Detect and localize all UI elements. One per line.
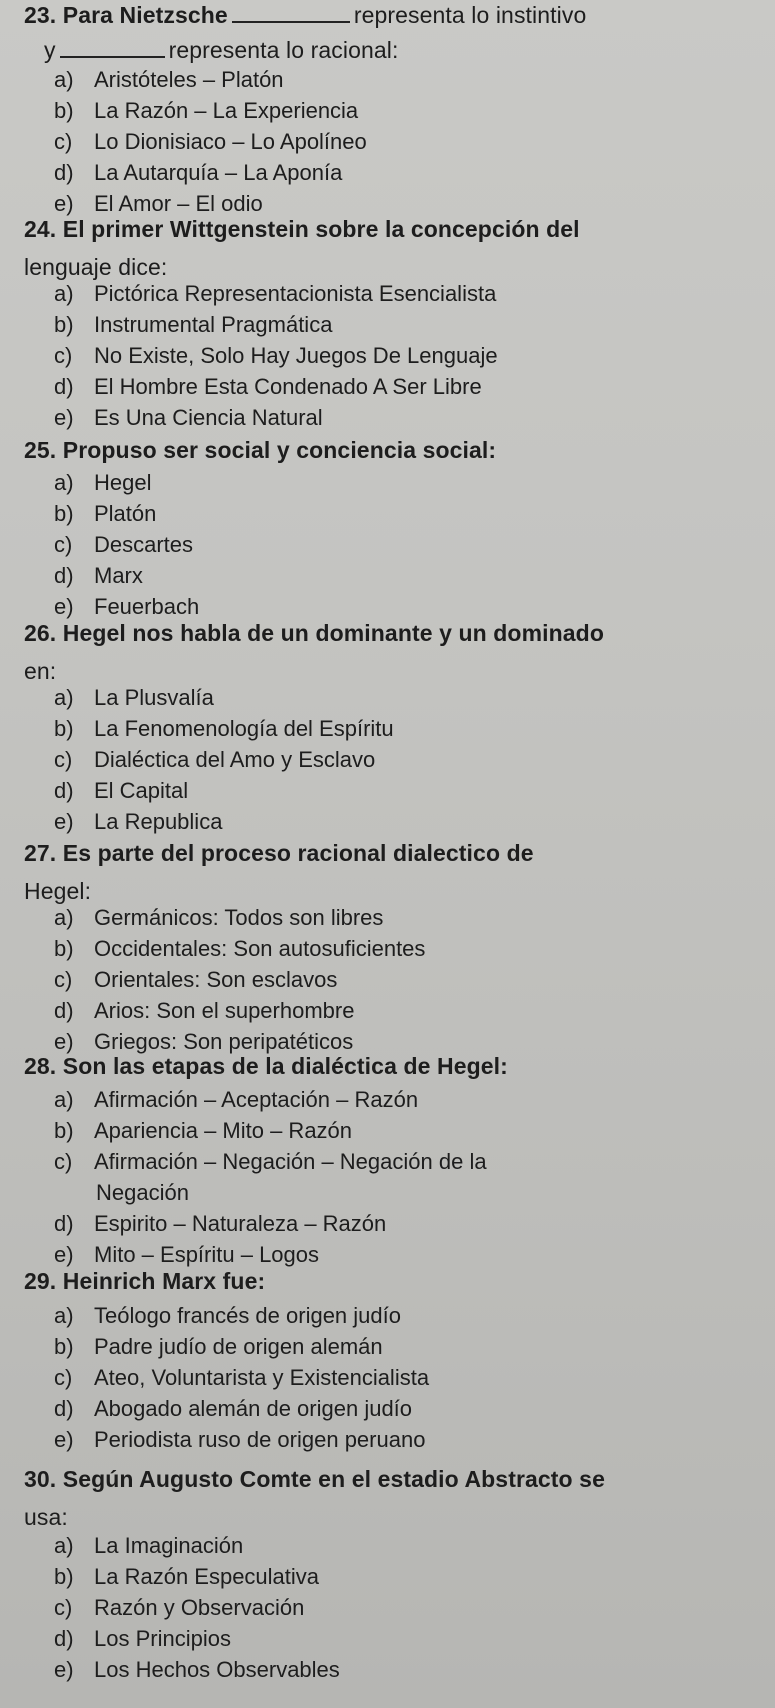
option-28-c[interactable] bbox=[54, 1146, 487, 1177]
question-29 bbox=[24, 1268, 265, 1295]
option-27-a[interactable] bbox=[54, 902, 425, 933]
option-text: Mito – Espíritu – Logos bbox=[94, 1242, 320, 1267]
option-letter: a) bbox=[54, 67, 74, 92]
option-text: Lo Dionisiaco – Lo Apolíneo bbox=[94, 129, 367, 154]
option-text: Periodista ruso de origen peruano bbox=[94, 1427, 426, 1452]
option-letter: d) bbox=[54, 998, 74, 1023]
option-text: Apariencia – Mito – Razón bbox=[94, 1118, 353, 1143]
option-28-a[interactable] bbox=[54, 1084, 487, 1115]
option-text: El Amor – El odio bbox=[94, 191, 263, 216]
option-letter: b) bbox=[54, 1564, 74, 1589]
question-24-cont: lenguaje dice: bbox=[24, 254, 168, 280]
option-30-b[interactable] bbox=[54, 1561, 340, 1592]
option-text: Instrumental Pragmática bbox=[94, 312, 333, 337]
question-23-line2-prefix: y bbox=[44, 37, 56, 63]
option-23-d[interactable] bbox=[54, 157, 367, 188]
option-text: La Imaginación bbox=[94, 1533, 244, 1558]
question-25-label: 25. Propuso ser social y conciencia social: bbox=[24, 437, 497, 463]
option-letter: c) bbox=[54, 747, 73, 772]
option-text: La Razón – La Experiencia bbox=[94, 98, 359, 123]
option-24-c[interactable] bbox=[54, 340, 498, 371]
option-30-c[interactable] bbox=[54, 1592, 340, 1623]
option-28-c-cont bbox=[54, 1177, 487, 1208]
option-letter: a) bbox=[54, 1087, 74, 1112]
option-letter: d) bbox=[54, 374, 74, 399]
option-text: El Capital bbox=[94, 778, 189, 803]
question-27 bbox=[24, 840, 534, 905]
option-text: Hegel bbox=[94, 470, 152, 495]
option-letter: b) bbox=[54, 98, 74, 123]
option-text: Teólogo francés de origen judío bbox=[94, 1303, 401, 1328]
question-30-label: 30. Según Augusto Comte en el estadio Abstracto se bbox=[24, 1466, 605, 1492]
option-text: Arios: Son el superhombre bbox=[94, 998, 355, 1023]
option-text: La Razón Especulativa bbox=[94, 1564, 320, 1589]
option-text: Abogado alemán de origen judío bbox=[94, 1396, 413, 1421]
question-23-label: 23. Para Nietzsche bbox=[24, 2, 228, 28]
options-26 bbox=[54, 682, 394, 837]
option-letter: c) bbox=[54, 1595, 73, 1620]
option-letter: b) bbox=[54, 312, 74, 337]
option-25-d[interactable] bbox=[54, 560, 199, 591]
option-text: La Republica bbox=[94, 809, 223, 834]
option-text: Padre judío de origen alemán bbox=[94, 1334, 383, 1359]
option-letter: c) bbox=[54, 532, 73, 557]
option-23-a[interactable] bbox=[54, 64, 367, 95]
option-letter: a) bbox=[54, 685, 74, 710]
option-25-b[interactable] bbox=[54, 498, 199, 529]
option-text: Germánicos: Todos son libres bbox=[94, 905, 384, 930]
option-text: La Autarquía – La Aponía bbox=[94, 160, 343, 185]
options-25 bbox=[54, 467, 199, 622]
option-24-b[interactable] bbox=[54, 309, 498, 340]
option-text: La Plusvalía bbox=[94, 685, 214, 710]
option-letter: c) bbox=[54, 967, 73, 992]
option-text: Razón y Observación bbox=[94, 1595, 305, 1620]
option-letter: d) bbox=[54, 563, 74, 588]
option-27-b[interactable] bbox=[54, 933, 425, 964]
option-29-a[interactable] bbox=[54, 1300, 429, 1331]
option-letter: a) bbox=[54, 905, 74, 930]
question-28 bbox=[24, 1053, 508, 1080]
option-letter: a) bbox=[54, 1533, 74, 1558]
option-text: Es Una Ciencia Natural bbox=[94, 405, 323, 430]
option-text: Pictórica Representacionista Esencialista bbox=[94, 281, 497, 306]
option-letter: a) bbox=[54, 470, 74, 495]
option-26-e[interactable] bbox=[54, 806, 394, 837]
question-27-label: 27. Es parte del proceso racional dialectico de bbox=[24, 840, 534, 866]
option-text: La Fenomenología del Espíritu bbox=[94, 716, 394, 741]
question-28-label: 28. Son las etapas de la dialéctica de Hegel: bbox=[24, 1053, 508, 1079]
option-25-c[interactable] bbox=[54, 529, 199, 560]
option-text: Los Hechos Observables bbox=[94, 1657, 340, 1682]
option-text: Los Principios bbox=[94, 1626, 231, 1651]
option-28-b[interactable] bbox=[54, 1115, 487, 1146]
question-27-cont: Hegel: bbox=[24, 878, 92, 904]
option-text: Aristóteles – Platón bbox=[94, 67, 284, 92]
question-25 bbox=[24, 437, 496, 464]
option-text: Afirmación – Aceptación – Razón bbox=[94, 1087, 419, 1112]
option-letter: e) bbox=[54, 809, 74, 834]
options-24 bbox=[54, 278, 498, 433]
option-29-c[interactable] bbox=[54, 1362, 429, 1393]
option-letter: a) bbox=[54, 281, 74, 306]
option-text: Marx bbox=[94, 563, 143, 588]
option-text: Feuerbach bbox=[94, 594, 200, 619]
options-27 bbox=[54, 902, 425, 1057]
answer-blank bbox=[232, 21, 350, 23]
question-23-text-after: representa lo instintivo bbox=[353, 2, 587, 28]
option-text: Descartes bbox=[94, 532, 194, 557]
option-29-d[interactable] bbox=[54, 1393, 429, 1424]
option-letter: d) bbox=[54, 1211, 74, 1236]
option-text: Griegos: Son peripatéticos bbox=[94, 1029, 354, 1054]
option-text: Orientales: Son esclavos bbox=[94, 967, 338, 992]
option-24-e[interactable] bbox=[54, 402, 498, 433]
option-text: Occidentales: Son autosuficientes bbox=[94, 936, 426, 961]
option-23-e[interactable] bbox=[54, 188, 367, 219]
option-letter: e) bbox=[54, 191, 74, 216]
option-letter: c) bbox=[54, 343, 73, 368]
option-letter: d) bbox=[54, 160, 74, 185]
option-letter: b) bbox=[54, 1334, 74, 1359]
option-text: El Hombre Esta Condenado A Ser Libre bbox=[94, 374, 482, 399]
option-text: Negación bbox=[96, 1180, 189, 1205]
option-24-d[interactable] bbox=[54, 371, 498, 402]
option-29-e[interactable] bbox=[54, 1424, 429, 1455]
question-26-cont: en: bbox=[24, 658, 57, 684]
question-30 bbox=[24, 1466, 605, 1531]
option-30-e[interactable] bbox=[54, 1654, 340, 1685]
option-letter: d) bbox=[54, 778, 74, 803]
option-letter: e) bbox=[54, 1427, 74, 1452]
option-letter: b) bbox=[54, 1118, 74, 1143]
option-letter: b) bbox=[54, 936, 74, 961]
option-26-b[interactable] bbox=[54, 713, 394, 744]
option-letter: d) bbox=[54, 1396, 74, 1421]
option-30-d[interactable] bbox=[54, 1623, 340, 1654]
options-23 bbox=[54, 64, 367, 219]
option-letter: c) bbox=[54, 129, 73, 154]
question-29-label: 29. Heinrich Marx fue: bbox=[24, 1268, 266, 1294]
question-24-label: 24. El primer Wittgenstein sobre la concepción del bbox=[24, 216, 580, 242]
option-23-b[interactable] bbox=[54, 95, 367, 126]
options-30 bbox=[54, 1530, 340, 1685]
question-23-line2-after: representa lo racional: bbox=[168, 37, 399, 63]
option-text: Dialéctica del Amo y Esclavo bbox=[94, 747, 376, 772]
option-25-e[interactable] bbox=[54, 591, 199, 622]
question-26-label: 26. Hegel nos habla de un dominante y un dominado bbox=[24, 620, 604, 646]
option-letter: d) bbox=[54, 1626, 74, 1651]
option-25-a[interactable] bbox=[54, 467, 199, 498]
option-24-a[interactable] bbox=[54, 278, 498, 309]
question-23-line2 bbox=[24, 37, 586, 64]
question-24 bbox=[24, 216, 580, 281]
option-text: Platón bbox=[94, 501, 157, 526]
option-29-b[interactable] bbox=[54, 1331, 429, 1362]
option-26-c[interactable] bbox=[54, 744, 394, 775]
options-29 bbox=[54, 1300, 429, 1455]
question-23 bbox=[24, 2, 586, 64]
option-letter: c) bbox=[54, 1365, 73, 1390]
option-letter: e) bbox=[54, 1029, 74, 1054]
question-26 bbox=[24, 620, 604, 685]
option-text: Afirmación – Negación – Negación de la bbox=[94, 1149, 487, 1174]
option-letter: b) bbox=[54, 716, 74, 741]
options-28 bbox=[54, 1084, 487, 1270]
option-27-c[interactable] bbox=[54, 964, 425, 995]
option-letter: e) bbox=[54, 1657, 74, 1682]
answer-blank bbox=[60, 56, 165, 58]
option-letter: e) bbox=[54, 405, 74, 430]
option-23-c[interactable] bbox=[54, 126, 367, 157]
option-28-d[interactable] bbox=[54, 1208, 487, 1239]
option-26-a[interactable] bbox=[54, 682, 394, 713]
option-text: Espirito – Naturaleza – Razón bbox=[94, 1211, 387, 1236]
option-27-d[interactable] bbox=[54, 995, 425, 1026]
option-letter: b) bbox=[54, 501, 74, 526]
option-text: Ateo, Voluntarista y Existencialista bbox=[94, 1365, 430, 1390]
question-30-cont: usa: bbox=[24, 1504, 68, 1530]
option-26-d[interactable] bbox=[54, 775, 394, 806]
option-28-e[interactable] bbox=[54, 1239, 487, 1270]
option-30-a[interactable] bbox=[54, 1530, 340, 1561]
option-letter: e) bbox=[54, 594, 74, 619]
option-letter: a) bbox=[54, 1303, 74, 1328]
option-text: No Existe, Solo Hay Juegos De Lenguaje bbox=[94, 343, 498, 368]
option-letter: c) bbox=[54, 1149, 73, 1174]
option-letter: e) bbox=[54, 1242, 74, 1267]
